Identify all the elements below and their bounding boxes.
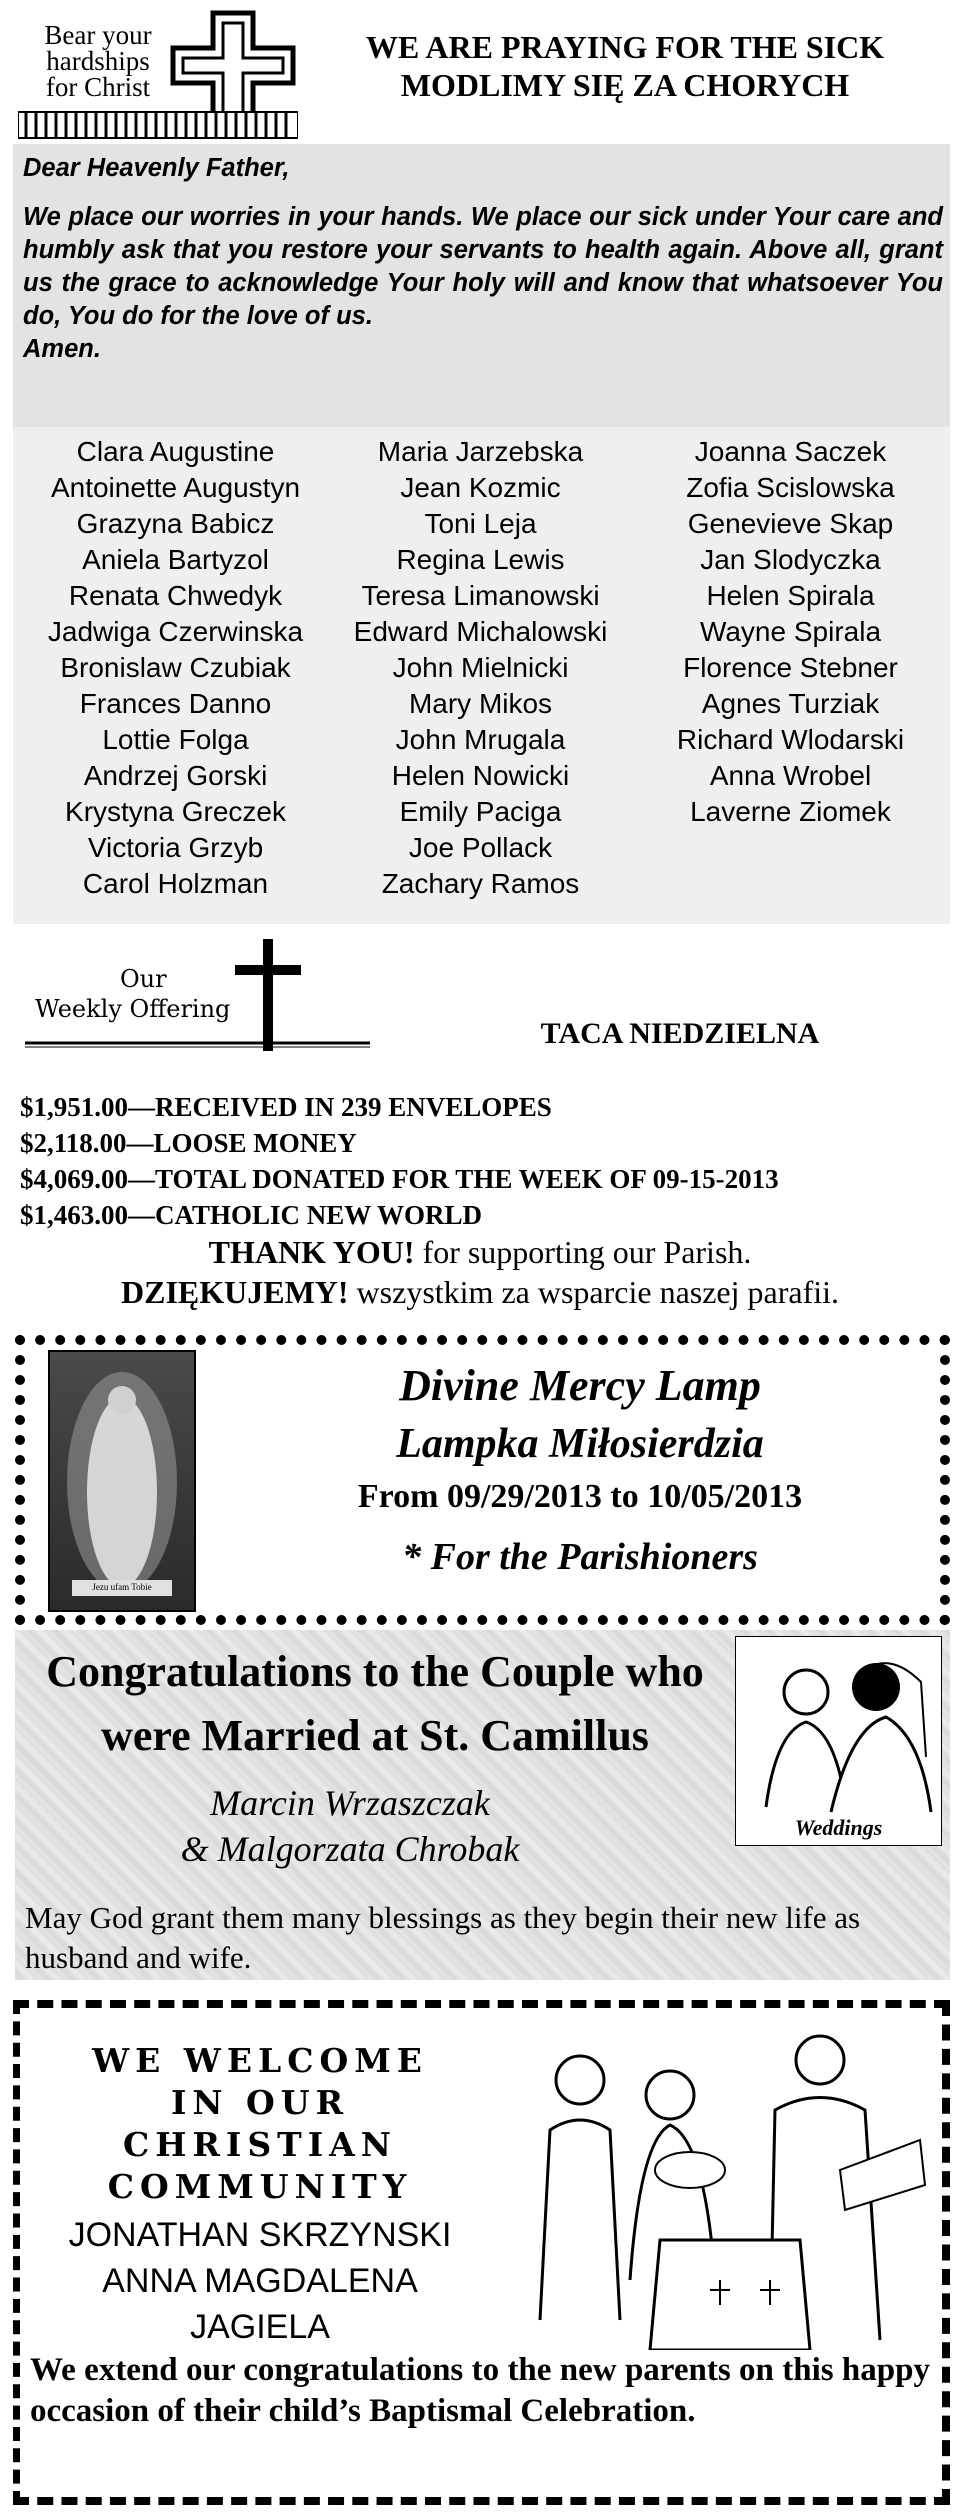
- prayer-text: [23, 152, 943, 366]
- list-item: Jean Kozmic: [400, 472, 561, 503]
- lamp-intention: * For the Parishioners: [402, 1536, 758, 1578]
- baptism-illustration-icon: [520, 2020, 930, 2350]
- sick-names-column-2: [328, 434, 633, 902]
- taca-title: TACA NIEDZIELNA: [540, 1017, 820, 1050]
- prayer-body: We place our worries in your hands. We place our sick under Your care and humbly ask that you restore your servants to health again. Above all, grant us the grace to acknowledge Your holy will and know that whatsoever You do, You do for the love of us.: [23, 203, 943, 330]
- list-item: Joanna Saczek: [694, 436, 887, 467]
- image-caption: Jezu ufam Tobie: [92, 1582, 152, 1592]
- list-item: Genevieve Skap: [687, 508, 894, 539]
- divine-mercy-image: [48, 1350, 196, 1612]
- list-item: Renata Chwedyk: [68, 580, 283, 611]
- list-item: Jadwiga Czerwinska: [47, 616, 304, 647]
- wedding-title: Congratulations to the Couple who were Married at St. Camillus: [46, 1647, 704, 1760]
- list-item: Carol Holzman: [82, 868, 269, 899]
- list-item: Regina Lewis: [396, 544, 565, 575]
- wedding-message: May God grant them many blessings as they begin their new life as husband and wife.: [25, 1900, 861, 1975]
- lamp-dates: From 09/29/2013 to 10/05/2013: [357, 1478, 803, 1515]
- list-item: Maria Jarzebska: [377, 436, 584, 467]
- thanks-english: THANK YOU! for supporting our Parish.: [208, 1234, 752, 1270]
- baptized-child-names: JONATHAN SKRZYNSKI ANNA MAGDALENA JAGIELA: [68, 2216, 452, 2346]
- list-item: Frances Danno: [79, 688, 272, 719]
- offering-lines: [20, 1089, 950, 1233]
- list-item: Grazyna Babicz: [76, 508, 275, 539]
- list-item: Jan Slodyczka: [700, 544, 881, 575]
- list-item: Joe Pollack: [408, 832, 553, 863]
- offering-line: $2,118.00—LOOSE MONEY: [20, 1128, 357, 1158]
- welcome-message: We extend our congratulations to the new parents on this happy occasion of their child’s Baptismal Celebration.: [30, 2352, 930, 2429]
- list-item: Florence Stebner: [683, 652, 898, 683]
- list-item: Emily Paciga: [399, 796, 562, 827]
- offering-logo-line2: Weekly Offering: [35, 995, 231, 1023]
- list-item: Bronislaw Czubiak: [60, 652, 291, 683]
- prayer-amen: Amen.: [23, 335, 101, 363]
- list-item: Wayne Spirala: [699, 616, 882, 647]
- jesus-figure-icon: [50, 1352, 194, 1610]
- thank-you-text: [0, 1232, 960, 1312]
- list-item: Anna Wrobel: [709, 760, 872, 791]
- lamp-subtitle: Lampka Miłosierdzia: [396, 1421, 764, 1467]
- offering-cross-icon: [25, 935, 370, 1053]
- bear-hardships-logo: [18, 8, 298, 143]
- list-item: Helen Nowicki: [391, 760, 570, 791]
- prayer-greeting: Dear Heavenly Father,: [23, 154, 290, 182]
- offering-line: $4,069.00—TOTAL DONATED FOR THE WEEK OF 09-15-2013: [20, 1164, 779, 1194]
- list-item: Krystyna Greczek: [65, 796, 286, 827]
- list-item: Laverne Ziomek: [690, 796, 891, 827]
- prayer-list-panel: [13, 144, 950, 924]
- offering-line: $1,951.00—RECEIVED IN 239 ENVELOPES: [20, 1092, 552, 1122]
- sick-prayer-title: WE ARE PRAYING FOR THE SICK MODLIMY SIĘ ZA CHORYCH: [365, 29, 885, 103]
- wedding-couple-names: Marcin Wrzaszczak & Malgorzata Chrobak: [180, 1783, 520, 1869]
- list-item: Richard Wlodarski: [676, 724, 905, 755]
- offering-logo-line1: Our: [120, 965, 167, 993]
- list-item: Mary Mikos: [408, 688, 553, 719]
- sick-names-column-1: [23, 434, 328, 902]
- list-item: Antoinette Augustyn: [50, 472, 301, 503]
- list-item: Clara Augustine: [76, 436, 275, 467]
- list-item: Lottie Folga: [102, 724, 249, 755]
- welcome-title: WE WELCOME IN OUR CHRISTIAN COMMUNITY: [92, 2041, 428, 2206]
- list-item: John Mielnicki: [392, 652, 569, 683]
- image-caption: Weddings: [794, 1815, 883, 1840]
- lamp-title: Divine Mercy Lamp: [399, 1361, 761, 1410]
- list-item: Aniela Bartyzol: [82, 544, 269, 575]
- list-item: Agnes Turziak: [701, 688, 880, 719]
- list-item: Teresa Limanowski: [361, 580, 600, 611]
- wedding-image: [735, 1636, 942, 1846]
- list-item: Toni Leja: [424, 508, 537, 539]
- list-item: Zachary Ramos: [381, 868, 580, 899]
- fence-icon: [18, 108, 298, 142]
- list-item: Edward Michalowski: [353, 616, 608, 647]
- list-item: Zofia Scislowska: [686, 472, 895, 503]
- sick-names-column-3: [638, 434, 943, 830]
- list-item: John Mrugala: [395, 724, 566, 755]
- list-item: Andrzej Gorski: [83, 760, 268, 791]
- offering-line: $1,463.00—CATHOLIC NEW WORLD: [20, 1200, 483, 1230]
- list-item: Helen Spirala: [706, 580, 875, 611]
- weekly-offering-logo: [25, 935, 370, 1053]
- logo-text: Bear your hardships for Christ: [44, 20, 152, 102]
- thanks-polish: DZIĘKUJEMY! wszystkim za wsparcie naszej parafii.: [120, 1274, 840, 1310]
- list-item: Victoria Grzyb: [87, 832, 264, 863]
- wedding-couple-icon: [736, 1637, 941, 1817]
